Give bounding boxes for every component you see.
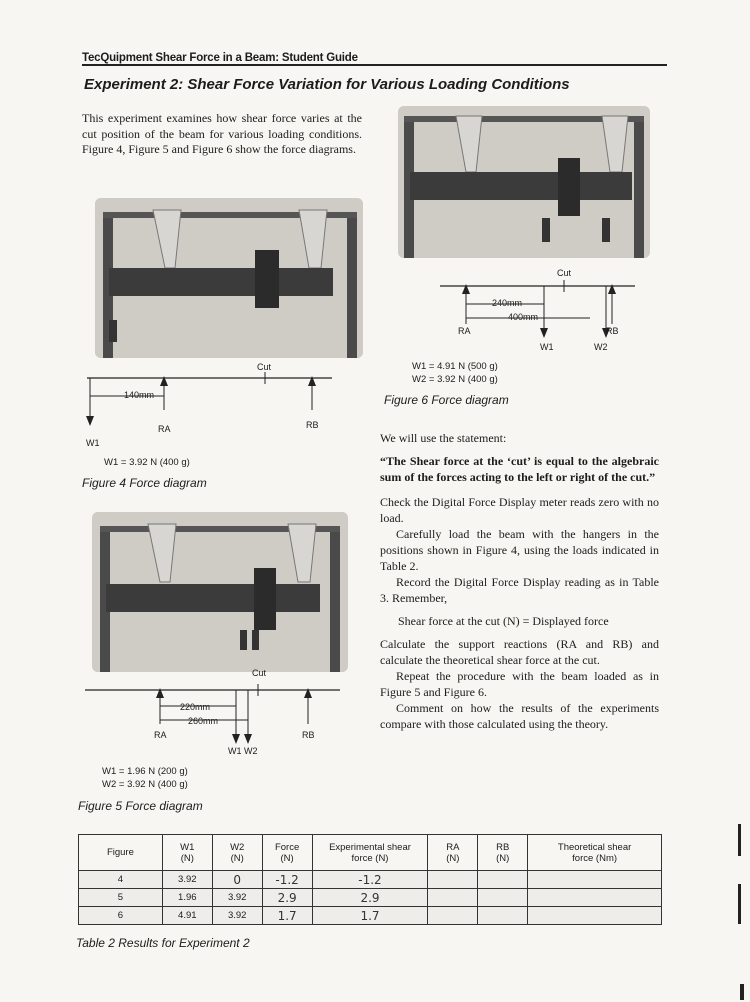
- cell-ra: [428, 889, 478, 907]
- cell-figure: 4: [79, 871, 163, 889]
- cell-force: -1.2: [262, 871, 312, 889]
- procedure-text: [380, 430, 659, 732]
- figure6-dim-400: 400mm: [508, 312, 539, 322]
- shear-statement-quote: “The Shear force at the ‘cut’ is equal to the algebraic sum of the forces acting to the left or right of the cut.”: [380, 454, 659, 484]
- header-rb: RB (N): [478, 835, 528, 871]
- experiment-title: Experiment 2: Shear Force Variation for Various Loading Conditions: [84, 76, 570, 93]
- page-edge-mark: [738, 824, 741, 856]
- figure5-dim-260: 260mm: [188, 716, 219, 726]
- shear-formula: Shear force at the cut (N) = Displayed force: [398, 614, 609, 628]
- figure4-ra-label: RA: [158, 424, 171, 434]
- cell-rb: [478, 907, 528, 925]
- figure6-w2-label: W2: [594, 342, 608, 352]
- cell-w1: 4.91: [162, 907, 212, 925]
- repeat-procedure-text: Repeat the procedure with the beam loaded as in Figure 5 and Figure 6.: [380, 669, 659, 699]
- table-row: [79, 871, 662, 889]
- page-edge-mark: [738, 884, 741, 924]
- figure4-rb-label: RB: [306, 420, 319, 430]
- cell-figure: 6: [79, 907, 163, 925]
- cell-ra: [428, 871, 478, 889]
- figure6-mass-w1: W1 = 4.91 N (500 g): [412, 361, 498, 372]
- figure5-mass-w1: W1 = 1.96 N (200 g): [102, 766, 188, 777]
- cell-w2: 0: [212, 871, 262, 889]
- running-header: TecQuipment Shear Force in a Beam: Student Guide: [82, 52, 358, 64]
- figure6-apparatus-image: [398, 106, 650, 258]
- header-rule: [82, 64, 667, 66]
- statement-intro: We will use the statement:: [380, 431, 507, 445]
- cell-rb: [478, 889, 528, 907]
- figure6-w1-label: W1: [540, 342, 554, 352]
- table-caption: Table 2 Results for Experiment 2: [76, 936, 250, 950]
- figure4-cut-label: Cut: [257, 362, 272, 372]
- load-beam-text: Carefully load the beam with the hangers in the positions shown in Figure 4, using the loads indicated in Table 2.: [380, 527, 659, 573]
- header-force: Force (N): [262, 835, 312, 871]
- cell-theoretical-shear: [528, 889, 662, 907]
- cell-force: 2.9: [262, 889, 312, 907]
- figure5-mass-w2: W2 = 3.92 N (400 g): [102, 779, 188, 790]
- figure5-apparatus-image: [92, 512, 348, 672]
- figure6-ra-label: RA: [458, 326, 471, 336]
- figure6-mass-w2: W2 = 3.92 N (400 g): [412, 374, 498, 385]
- cell-experimental-shear: -1.2: [312, 871, 428, 889]
- cell-experimental-shear: 1.7: [312, 907, 428, 925]
- figure5-dim-220: 220mm: [180, 702, 211, 712]
- cell-theoretical-shear: [528, 871, 662, 889]
- figure4-mass-w1: W1 = 3.92 N (400 g): [104, 457, 190, 468]
- table-row: [79, 889, 662, 907]
- calculate-reactions-text: Calculate the support reactions (RA and RB) and calculate the theoretical shear force at the cut.: [380, 637, 659, 667]
- figure4-photo: [95, 198, 363, 358]
- table-row: [79, 907, 662, 925]
- figure6-dim-240: 240mm: [492, 298, 523, 308]
- cell-w2: 3.92: [212, 907, 262, 925]
- figure4-w1-label: W1: [86, 438, 100, 448]
- results-table: [78, 834, 662, 925]
- check-meter-text: Check the Digital Force Display meter reads zero with no load.: [380, 495, 659, 525]
- cell-w2: 3.92: [212, 889, 262, 907]
- header-experimental-shear: Experimental shear force (N): [312, 835, 428, 871]
- figure5-cut-label: Cut: [252, 668, 267, 678]
- figure5-rb-label: RB: [302, 730, 315, 740]
- figure6-caption: Figure 6 Force diagram: [384, 393, 509, 407]
- header-theoretical-shear: Theoretical shear force (Nm): [528, 835, 662, 871]
- header-w2: W2 (N): [212, 835, 262, 871]
- table-header-row: [79, 835, 662, 871]
- cell-w1: 3.92: [162, 871, 212, 889]
- record-reading-text: Record the Digital Force Display reading as in Table 3. Remember,: [380, 575, 659, 605]
- figure6-rb-label: RB: [606, 326, 619, 336]
- figure5-caption: Figure 5 Force diagram: [78, 799, 203, 813]
- comment-text: Comment on how the results of the experiments compare with those calculated using the theory.: [380, 701, 659, 731]
- figure4-apparatus-image: [95, 198, 363, 358]
- header-w1: W1 (N): [162, 835, 212, 871]
- cell-w1: 1.96: [162, 889, 212, 907]
- page-edge-mark: [740, 984, 744, 1000]
- header-figure: Figure: [79, 835, 163, 871]
- cell-theoretical-shear: [528, 907, 662, 925]
- figure4-force-diagram: [82, 360, 342, 460]
- intro-paragraph: This experiment examines how shear force varies at the cut position of the beam for various loading conditions. Figure 4, Figure 5 and Figure 6 show the force diagrams.: [82, 111, 362, 156]
- figure5-photo: [92, 512, 348, 672]
- cell-force: 1.7: [262, 907, 312, 925]
- figure5-load-labels: W1 W2: [228, 746, 258, 756]
- cell-rb: [478, 871, 528, 889]
- cell-figure: 5: [79, 889, 163, 907]
- figure6-photo: [398, 106, 650, 258]
- figure5-ra-label: RA: [154, 730, 167, 740]
- figure6-cut-label: Cut: [557, 268, 572, 278]
- cell-ra: [428, 907, 478, 925]
- figure4-dim-140: 140mm: [124, 390, 155, 400]
- header-ra: RA (N): [428, 835, 478, 871]
- figure4-caption: Figure 4 Force diagram: [82, 476, 207, 490]
- cell-experimental-shear: 2.9: [312, 889, 428, 907]
